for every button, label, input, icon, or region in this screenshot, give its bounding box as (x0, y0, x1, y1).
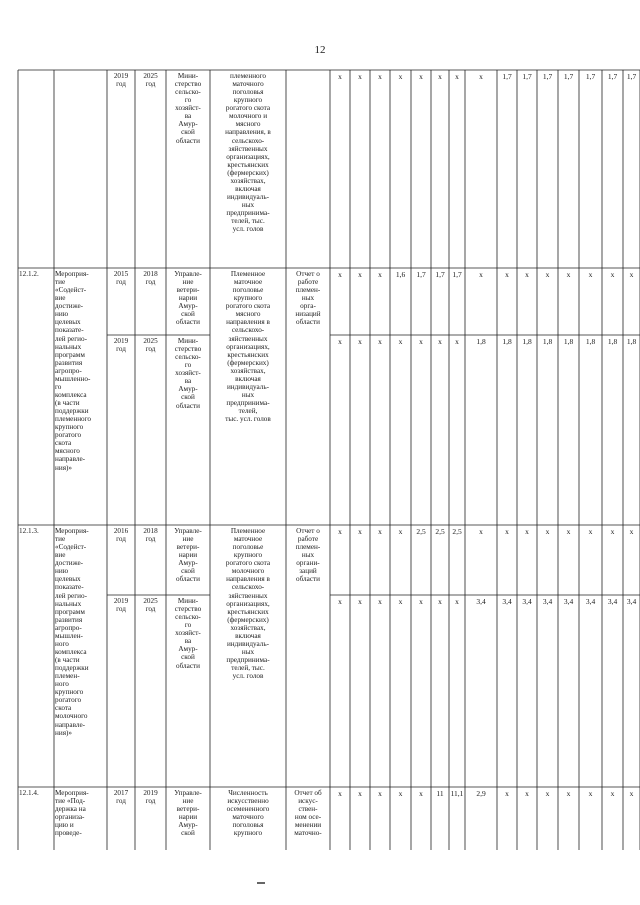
year-to: 2018 год (143, 270, 158, 287)
indicator-value: х (505, 790, 509, 798)
indicator-value: 1,8 (626, 338, 637, 346)
row-code: 12.1.3. (19, 527, 39, 535)
indicator-value: х (378, 790, 382, 798)
indicator-value: х (629, 790, 634, 798)
year-from: 2019 год (113, 72, 129, 89)
page-number: 12 (314, 44, 326, 56)
indicator-value: х (378, 73, 382, 81)
indicator-value: х (566, 271, 571, 279)
indicator-value: х (610, 528, 615, 536)
indicator-value: х (455, 338, 459, 346)
report-source: Отчет о работе племен- ных орга- низаций области (295, 270, 321, 327)
indicator-value: х (505, 528, 509, 536)
indicator-value: х (588, 790, 593, 798)
indicator-value: 1,7 (416, 271, 426, 279)
indicator-value: х (338, 338, 342, 346)
indicator-value: х (588, 271, 593, 279)
indicator-value: 1,7 (452, 271, 462, 279)
indicator-value: х (479, 73, 483, 81)
indicator-value: х (358, 338, 362, 346)
indicator-value: х (455, 73, 459, 81)
indicator-value: х (525, 790, 529, 798)
indicator-value: 2,5 (452, 528, 462, 536)
indicator-value: 2,5 (416, 528, 426, 536)
indicator-value: 3,4 (626, 598, 637, 606)
indicator-value: 1,8 (585, 338, 596, 346)
indicator-value: 1,8 (476, 338, 486, 346)
responsible-executor: Управле- ние ветери- нарии Амур- ской (174, 789, 202, 838)
indicator-value: х (398, 790, 403, 798)
indicator-value: 1,7 (522, 73, 532, 81)
indicator-value: х (438, 598, 442, 606)
report-source (287, 72, 329, 267)
indicator-value: х (525, 271, 529, 279)
indicator-value: х (358, 271, 362, 279)
indicator-value: х (438, 338, 442, 346)
year-to: 2025 год (143, 337, 158, 354)
year-from: 2015 год (113, 270, 129, 287)
indicator-value: х (419, 338, 423, 346)
indicator-value: 2,5 (435, 528, 445, 536)
indicator-value: х (378, 598, 382, 606)
indicator-value: х (378, 528, 382, 536)
indicator-value: 1,7 (563, 73, 574, 81)
row-code: 12.1.4. (19, 789, 39, 797)
indicator-value: х (545, 528, 550, 536)
responsible-executor: Управле- ние ветери- нарии Амур- ской области (174, 527, 202, 584)
indicator-value: х (358, 73, 362, 81)
indicator-name: Племенное маточное поголовье крупного рогатого скота мясного направления в сельскохо- зяйственных организациях, крестьянских (фермерских) хозяйствах, включая индивидуаль- ных предпринима- телей, тыс. усл. голов (225, 270, 271, 424)
indicator-value: 11 (436, 790, 444, 798)
indicator-value: х (419, 73, 423, 81)
year-to: 2025 год (143, 72, 158, 89)
responsible-executor: Мини- стерство сельско- го хозяйст- ва Амур- ской области (174, 72, 202, 145)
indicator-value: 1,7 (585, 73, 596, 81)
indicator-value: 1,8 (563, 338, 574, 346)
indicator-value: 3,4 (563, 598, 574, 606)
indicator-value: 2,9 (476, 790, 486, 798)
indicator-value: х (338, 271, 342, 279)
indicator-value: 1,8 (522, 338, 532, 346)
indicator-value: х (358, 790, 362, 798)
row-code (19, 72, 53, 267)
indicator-value: х (338, 598, 342, 606)
indicator-value: х (566, 528, 571, 536)
indicator-value: х (398, 338, 403, 346)
indicator-value: х (588, 528, 593, 536)
indicator-value: 1,8 (502, 338, 512, 346)
indicator-value: 3,4 (476, 598, 486, 606)
indicator-value: х (338, 73, 342, 81)
year-to: 2018 год (143, 527, 158, 544)
indicator-value: х (358, 598, 362, 606)
indicator-value: 3,4 (522, 598, 532, 606)
indicator-value: х (398, 73, 403, 81)
indicator-name: Численность искусственно осемененного маточного поголовья крупного (226, 789, 270, 838)
indicator-value: х (545, 271, 550, 279)
indicator-value: х (566, 790, 571, 798)
indicator-value: х (629, 528, 634, 536)
year-from: 2016 год (113, 527, 129, 544)
indicator-value: х (378, 271, 382, 279)
indicator-value: 3,4 (607, 598, 618, 606)
indicator-value: 1,8 (542, 338, 553, 346)
indicator-value: х (479, 528, 483, 536)
indicator-value: 1,7 (542, 73, 553, 81)
responsible-executor: Мини- стерство сельско- го хозяйст- ва Амур- ской области (174, 337, 202, 410)
report-source: Отчет об искус- ствен- ном осе- менении маточно- (294, 789, 322, 838)
indicator-name: племенного маточного поголовья крупного рогатого скота молочного и мясного направления, в сельскохо- зяйственных организациях, крестьянских (фермерских) хозяйствах, включая индивидуаль- ных предпринима- телей, тыс. усл. голов (225, 72, 271, 234)
year-from: 2017 год (113, 789, 129, 806)
responsible-executor: Управле- ние ветери- нарии Амур- ской области (174, 270, 202, 327)
indicator-value: 3,4 (542, 598, 553, 606)
indicator-name: Племенное маточное поголовье крупного рогатого скота молочного направления в сельскохо- зяйственных организациях, крестьянских (фермерских) хозяйствах, включая индивидуаль- ных предпринима- телей, тыс. усл. голов (225, 527, 271, 681)
indicator-value: х (629, 271, 634, 279)
indicator-value: х (338, 528, 342, 536)
indicator-value: х (545, 790, 550, 798)
indicator-value: 1,7 (626, 73, 637, 81)
event-name (55, 72, 106, 267)
event-name: Мероприя- тие «Содейст- вие достиже- нию целевых показате- лей регио- нальных программ развития агропро- мышлен- ного комплекса (в части поддержки племен- ного крупного рогатого скота молочного направле- ния)» (55, 527, 89, 737)
row-code: 12.1.2. (19, 270, 39, 278)
indicator-value: 1,7 (435, 271, 445, 279)
indicator-value: 3,4 (502, 598, 512, 606)
indicator-value: 11,1 (450, 790, 464, 798)
indicator-value: х (438, 73, 442, 81)
indicator-value: 1,6 (395, 271, 406, 279)
indicator-value: х (398, 598, 403, 606)
year-to: 2025 год (143, 597, 158, 614)
indicator-value: 1,7 (607, 73, 618, 81)
indicator-value: х (610, 271, 615, 279)
indicator-value: х (378, 338, 382, 346)
indicator-value: х (505, 271, 509, 279)
indicator-value: х (419, 790, 423, 798)
indicator-value: х (419, 598, 423, 606)
indicator-value: х (398, 528, 403, 536)
indicator-value: 1,7 (502, 73, 512, 81)
indicator-value: х (525, 528, 529, 536)
indicator-value: х (455, 598, 459, 606)
indicator-value: х (479, 271, 483, 279)
responsible-executor: Мини- стерство сельско- го хозяйст- ва Амур- ской области (174, 597, 202, 670)
indicator-value: х (358, 528, 362, 536)
event-name: Мероприя- тие «Содейст- вие достиже- нию целевых показате- лей регио- нальных программ развития агропро- мышленно- го комплекса (в части поддержки племенного крупного рогатого скота мясного направле- ния)» (55, 270, 92, 472)
indicator-value: х (338, 790, 342, 798)
year-from: 2019 год (113, 597, 129, 614)
report-source: Отчет о работе племен- ных органи- заций области (295, 527, 321, 584)
year-to: 2019 год (143, 789, 158, 806)
event-name: Мероприя- тие «Под- держка на организа- цию и проведе- (55, 789, 89, 838)
year-from: 2019 год (113, 337, 129, 354)
indicator-value: 3,4 (585, 598, 596, 606)
indicator-value: х (610, 790, 615, 798)
indicator-value: 1,8 (607, 338, 618, 346)
